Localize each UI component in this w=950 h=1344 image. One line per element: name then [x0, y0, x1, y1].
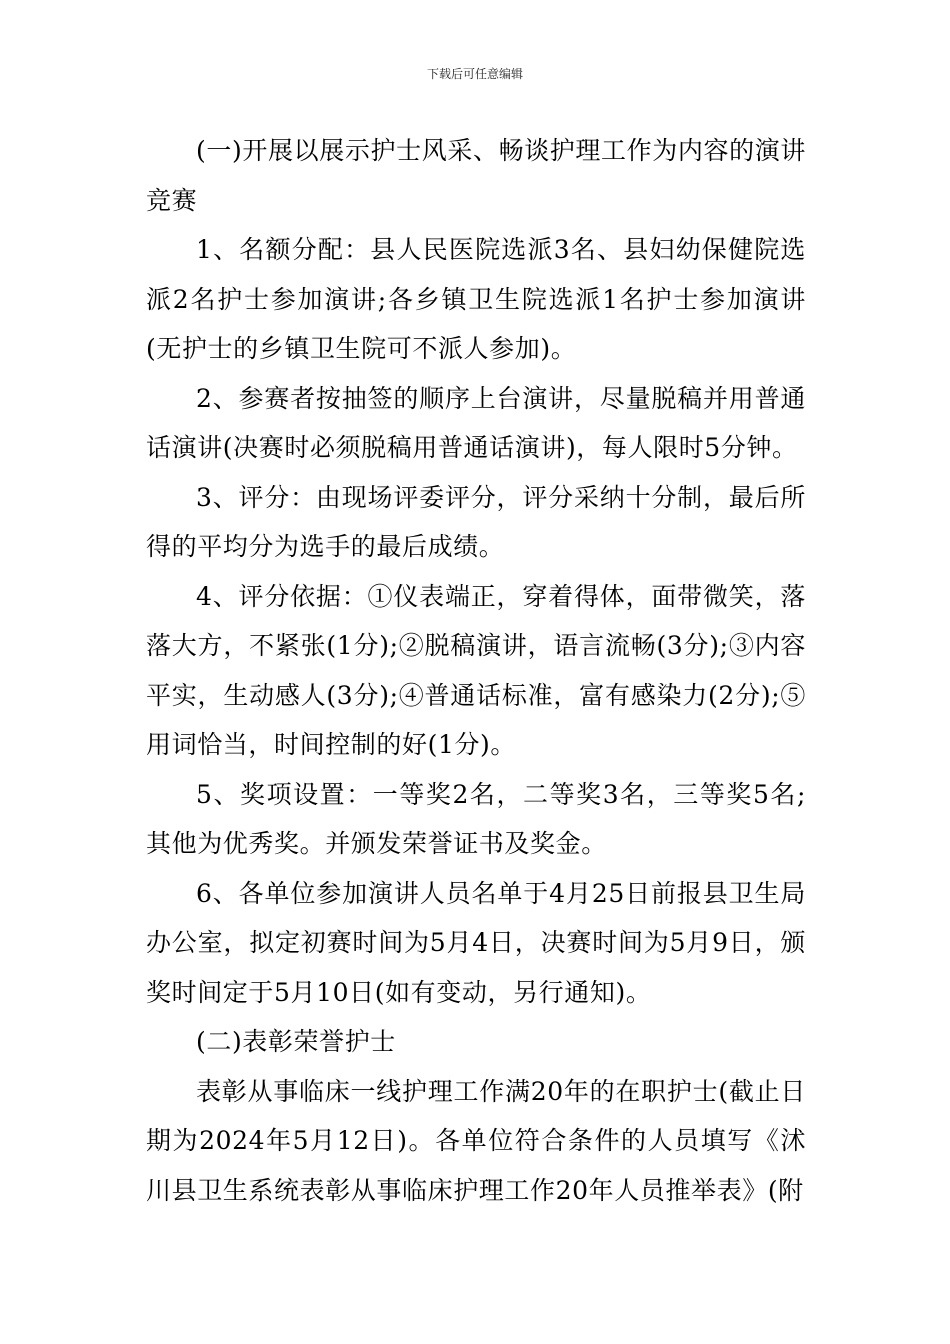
paragraph-scoring-criteria: 4、评分依据：①仪表端正，穿着得体，面带微笑，落落大方，不紧张(1分);②脱稿演讲，语言流畅(3分);③内容平实，生动感人(3分);④普通话标准，富有感染力(2分);⑤用词恰当，时间控制的好(1分)。: [146, 581, 806, 759]
page-header: 下载后可任意编辑: [426, 67, 523, 81]
section-heading-honor-nurses: (二)表彰荣誉护士: [196, 1027, 396, 1056]
section-heading-speech-contest: (一)开展以展示护士风采、畅谈护理工作为内容的演讲竞赛: [146, 136, 806, 215]
paragraph-speech-order: 2、参赛者按抽签的顺序上台演讲，尽量脱稿并用普通话演讲(决赛时必须脱稿用普通话演讲)，每人限时5分钟。: [146, 383, 806, 462]
paragraph-quota-allocation: 1、名额分配：县人民医院选派3名、县妇幼保健院选派2名护士参加演讲;各乡镇卫生院选派1名护士参加演讲(无护士的乡镇卫生院可不派人参加)。: [146, 235, 806, 363]
paragraph-honor-criteria: 表彰从事临床一线护理工作满20年的在职护士(截止日期为2024年5月12日)。各单位符合条件的人员填写《沭川县卫生系统表彰从事临床护理工作20年人员推举表》(附: [146, 1076, 806, 1205]
document-body: [146, 126, 806, 1215]
paragraph-awards: 5、奖项设置：一等奖2名，二等奖3名，三等奖5名;其他为优秀奖。并颁发荣誉证书及奖金。: [146, 779, 806, 858]
paragraph-schedule: 6、各单位参加演讲人员名单于4月25日前报县卫生局办公室，拟定初赛时间为5月4日，决赛时间为5月9日，颁奖时间定于5月10日(如有变动，另行通知)。: [146, 878, 806, 1007]
paragraph-scoring: 3、评分：由现场评委评分，评分采纳十分制，最后所得的平均分为选手的最后成绩。: [146, 482, 806, 561]
